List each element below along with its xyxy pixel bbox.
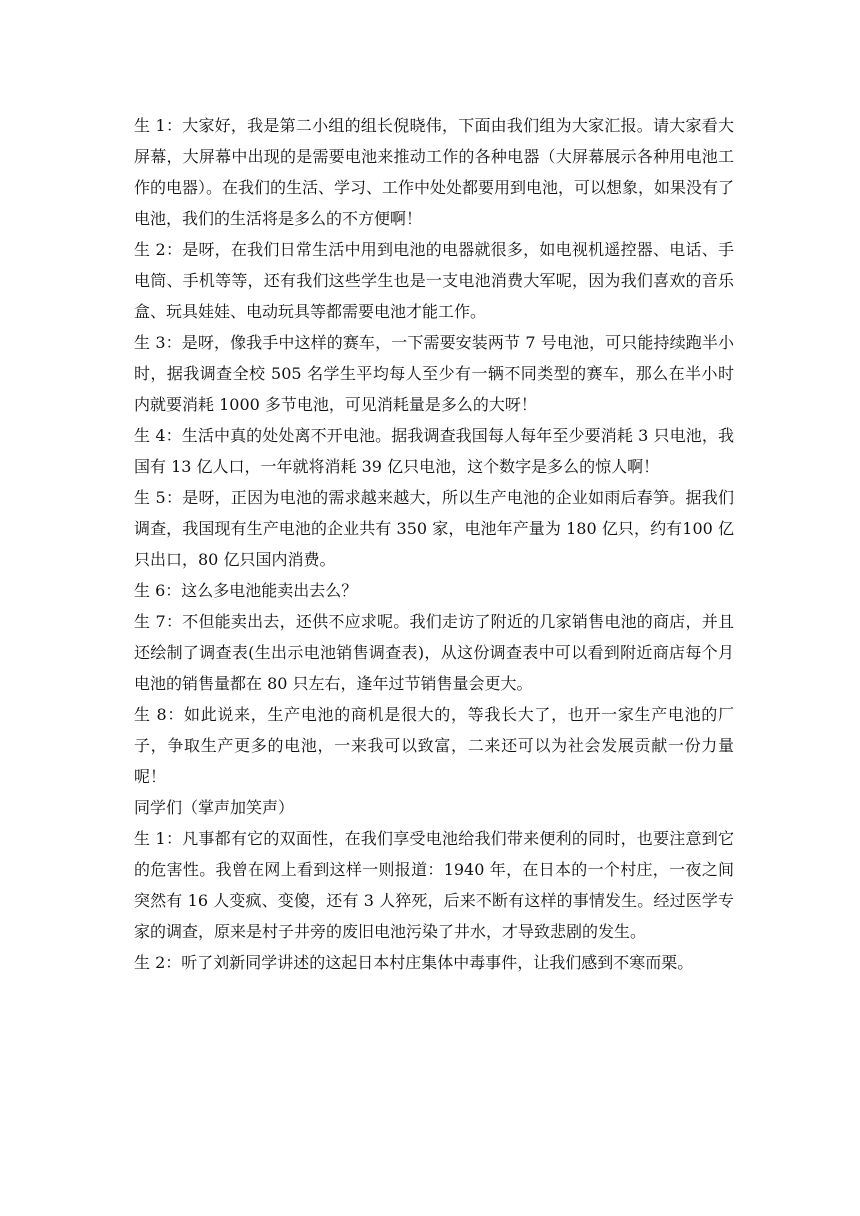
paragraph-5: 生 5：是呀，正因为电池的需求越来越大，所以生产电池的企业如雨后春笋。据我们调查，我国现有生产电池的企业共有 350 家，电池年产量为 180 亿只，约有100 亿只出口，80 亿只国内消费。: [134, 488, 734, 569]
paragraph-2: 生 2：是呀，在我们日常生活中用到电池的电器就很多，如电视机遥控器、电话、手电筒、手机等等，还有我们这些学生也是一支电池消费大军呢，因为我们喜欢的音乐盒、玩具娃娃、电动玩具等都需要电池才能工作。: [134, 240, 734, 321]
paragraph-6: 生 6：这么多电池能卖出去么？: [134, 581, 358, 600]
document-page: [134, 110, 734, 978]
paragraph-7: 生 7：不但能卖出去，还供不应求呢。我们走访了附近的几家销售电池的商店，并且还绘制了调查表(生出示电池销售调查表)，从这份调查表中可以看到附近商店每个月电池的销售量都在 80 只左右，逢年过节销售量会更大。: [134, 612, 734, 693]
paragraph-10: 生 1：凡事都有它的双面性，在我们享受电池给我们带来便利的同时，也要注意到它的危害性。我曾在网上看到这样一则报道：1940 年，在日本的一个村庄，一夜之间突然有 16 人变疯、变傻，还有 3 人猝死，后来不断有这样的事情发生。经过医学专家的调查，原来是村子井旁的废旧电池污染了井水，才导致悲剧的发生。: [134, 829, 734, 941]
paragraph-1: 生 1：大家好，我是第二小组的组长倪晓伟，下面由我们组为大家汇报。请大家看大屏幕，大屏幕中出现的是需要电池来推动工作的各种电器（大屏幕展示各种用电池工作的电器）。在我们的生活、学习、工作中处处都要用到电池，可以想象，如果没有了电池，我们的生活将是多么的不方便啊！: [134, 116, 735, 228]
paragraph-8: 生 8：如此说来，生产电池的商机是很大的，等我长大了，也开一家生产电池的厂子，争取生产更多的电池，一来我可以致富，二来还可以为社会发展贡献一份力量呢！: [134, 705, 734, 786]
paragraph-4: 生 4：生活中真的处处离不开电池。据我调查我国每人每年至少要消耗 3 只电池，我国有 13 亿人口，一年就将消耗 39 亿只电池，这个数字是多么的惊人啊！: [134, 426, 734, 476]
paragraph-9: 同学们（掌声加笑声）: [134, 798, 295, 817]
paragraph-11: 生 2：听了刘新同学讲述的这起日本村庄集体中毒事件，让我们感到不寒而栗。: [134, 953, 694, 972]
paragraph-3: 生 3：是呀，像我手中这样的赛车，一下需要安装两节 7 号电池，可只能持续跑半小时，据我调查全校 505 名学生平均每人至少有一辆不同类型的赛车，那么在半小时内就要消耗 1000 多节电池，可见消耗量是多么的大呀！: [134, 333, 734, 414]
